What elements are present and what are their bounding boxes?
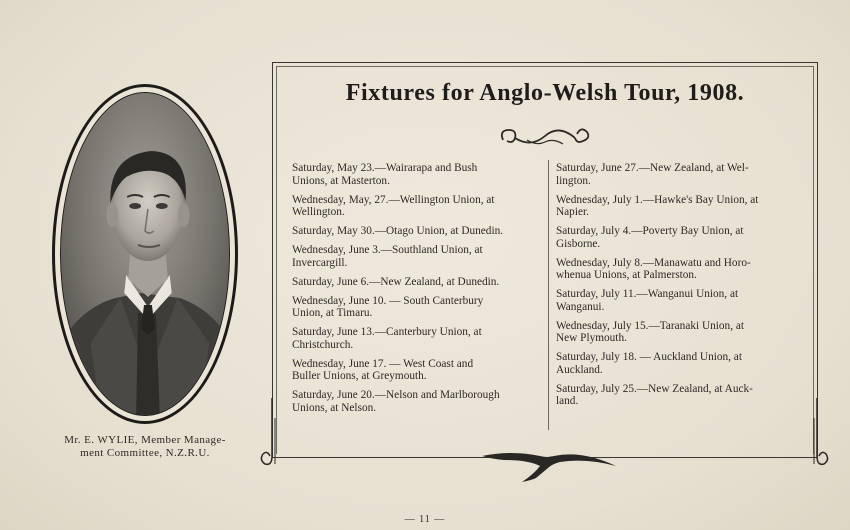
fixture-line-1: Wednesday, July 15.—Taranaki Union, at <box>556 319 744 332</box>
page-title: Fixtures for Anglo-Welsh Tour, 1908. <box>345 80 745 106</box>
fixture-line-2: Union, at Timaru. <box>292 307 373 319</box>
fixture-entry <box>292 225 540 238</box>
fixture-line-1: Wednesday, June 10. — South Canterbury <box>292 294 484 307</box>
fixture-line-1: Wednesday, June 17. — West Coast and <box>292 357 474 370</box>
fixture-line-2: lington. <box>556 174 591 187</box>
fixture-entry <box>292 295 540 320</box>
fixture-line-2: Invercargill. <box>292 256 348 269</box>
portrait-photo <box>60 92 230 416</box>
fixture-entry <box>556 225 804 250</box>
fixture-line-1: Wednesday, June 3.—Southland Union, at <box>292 244 483 256</box>
fixture-line-1: Saturday, June 6.—New Zealand, at Dunedin. <box>292 275 500 288</box>
fixture-entry <box>292 276 540 289</box>
fixture-line-2: Wanganui. <box>556 300 605 313</box>
fixture-line-2: Unions, at Nelson. <box>292 401 377 414</box>
fixture-line-1: Saturday, July 25.—New Zealand, at Auck- <box>556 382 753 395</box>
fixture-line-1: Wednesday, July 1.—Hawke's Bay Union, at <box>556 193 759 206</box>
fixture-line-1: Saturday, July 11.—Wanganui Union, at <box>556 288 739 300</box>
fixtures-column-left <box>292 162 540 421</box>
fixture-line-1: Saturday, July 18. — Auckland Union, at <box>556 351 742 363</box>
fixture-line-1: Wednesday, July 8.—Manawatu and Horo- <box>556 256 751 269</box>
fixture-entry <box>556 194 804 219</box>
fixture-line-2: Napier. <box>556 206 589 218</box>
fixture-entry <box>292 326 540 351</box>
fixture-line-2: Unions, at Masterton. <box>292 174 390 187</box>
fixture-line-2: whenua Unions, at Palmerston. <box>556 269 697 281</box>
fixture-entry <box>556 162 804 187</box>
fixture-line-2: New Plymouth. <box>556 332 627 344</box>
caption-line-1: Mr. E. WYLIE, Member Manage- <box>64 434 226 446</box>
caption-line-2: ment Committee, N.Z.R.U. <box>80 447 210 459</box>
corner-curl-right-icon <box>812 398 830 468</box>
fixture-line-2: land. <box>556 395 579 407</box>
fixture-entry <box>556 257 804 282</box>
scroll-flourish-icon <box>497 122 593 152</box>
swallow-bird-icon <box>482 444 618 484</box>
corner-curl-left-icon <box>259 398 277 468</box>
column-divider <box>548 160 549 430</box>
fixture-line-2: Auckland. <box>556 363 603 376</box>
fixture-line-1: Saturday, May 23.—Wairarapa and Bush <box>292 162 478 174</box>
fixture-line-2: Gisborne. <box>556 237 601 250</box>
fixture-entry <box>556 320 804 345</box>
man-portrait-icon <box>61 93 229 415</box>
page-number: — 11 — <box>404 514 446 525</box>
fixture-entry <box>292 389 540 414</box>
fixture-entry <box>292 162 540 187</box>
fixture-line-1: Saturday, July 4.—Poverty Bay Union, at <box>556 225 744 237</box>
fixture-entry <box>292 194 540 219</box>
fixture-line-1: Saturday, June 20.—Nelson and Marlborough <box>292 389 500 401</box>
fixture-line-1: Saturday, June 27.—New Zealand, at Wel- <box>556 162 749 174</box>
fixture-line-1: Saturday, May 30.—Otago Union, at Dunedin. <box>292 225 504 237</box>
fixture-line-2: Wellington. <box>292 206 345 218</box>
portrait-caption <box>30 434 260 460</box>
fixture-line-2: Christchurch. <box>292 338 354 351</box>
fixture-line-1: Wednesday, May, 27.—Wellington Union, at <box>292 193 495 206</box>
fixture-entry <box>556 383 804 408</box>
fixtures-column-right <box>556 162 804 414</box>
portrait-frame <box>52 84 238 424</box>
fixture-entry <box>556 288 804 313</box>
fixture-entry <box>292 244 540 269</box>
fixture-line-2: Buller Unions, at Greymouth. <box>292 370 427 382</box>
fixture-entry <box>292 358 540 383</box>
fixture-entry <box>556 351 804 376</box>
fixture-line-1: Saturday, June 13.—Canterbury Union, at <box>292 326 482 338</box>
